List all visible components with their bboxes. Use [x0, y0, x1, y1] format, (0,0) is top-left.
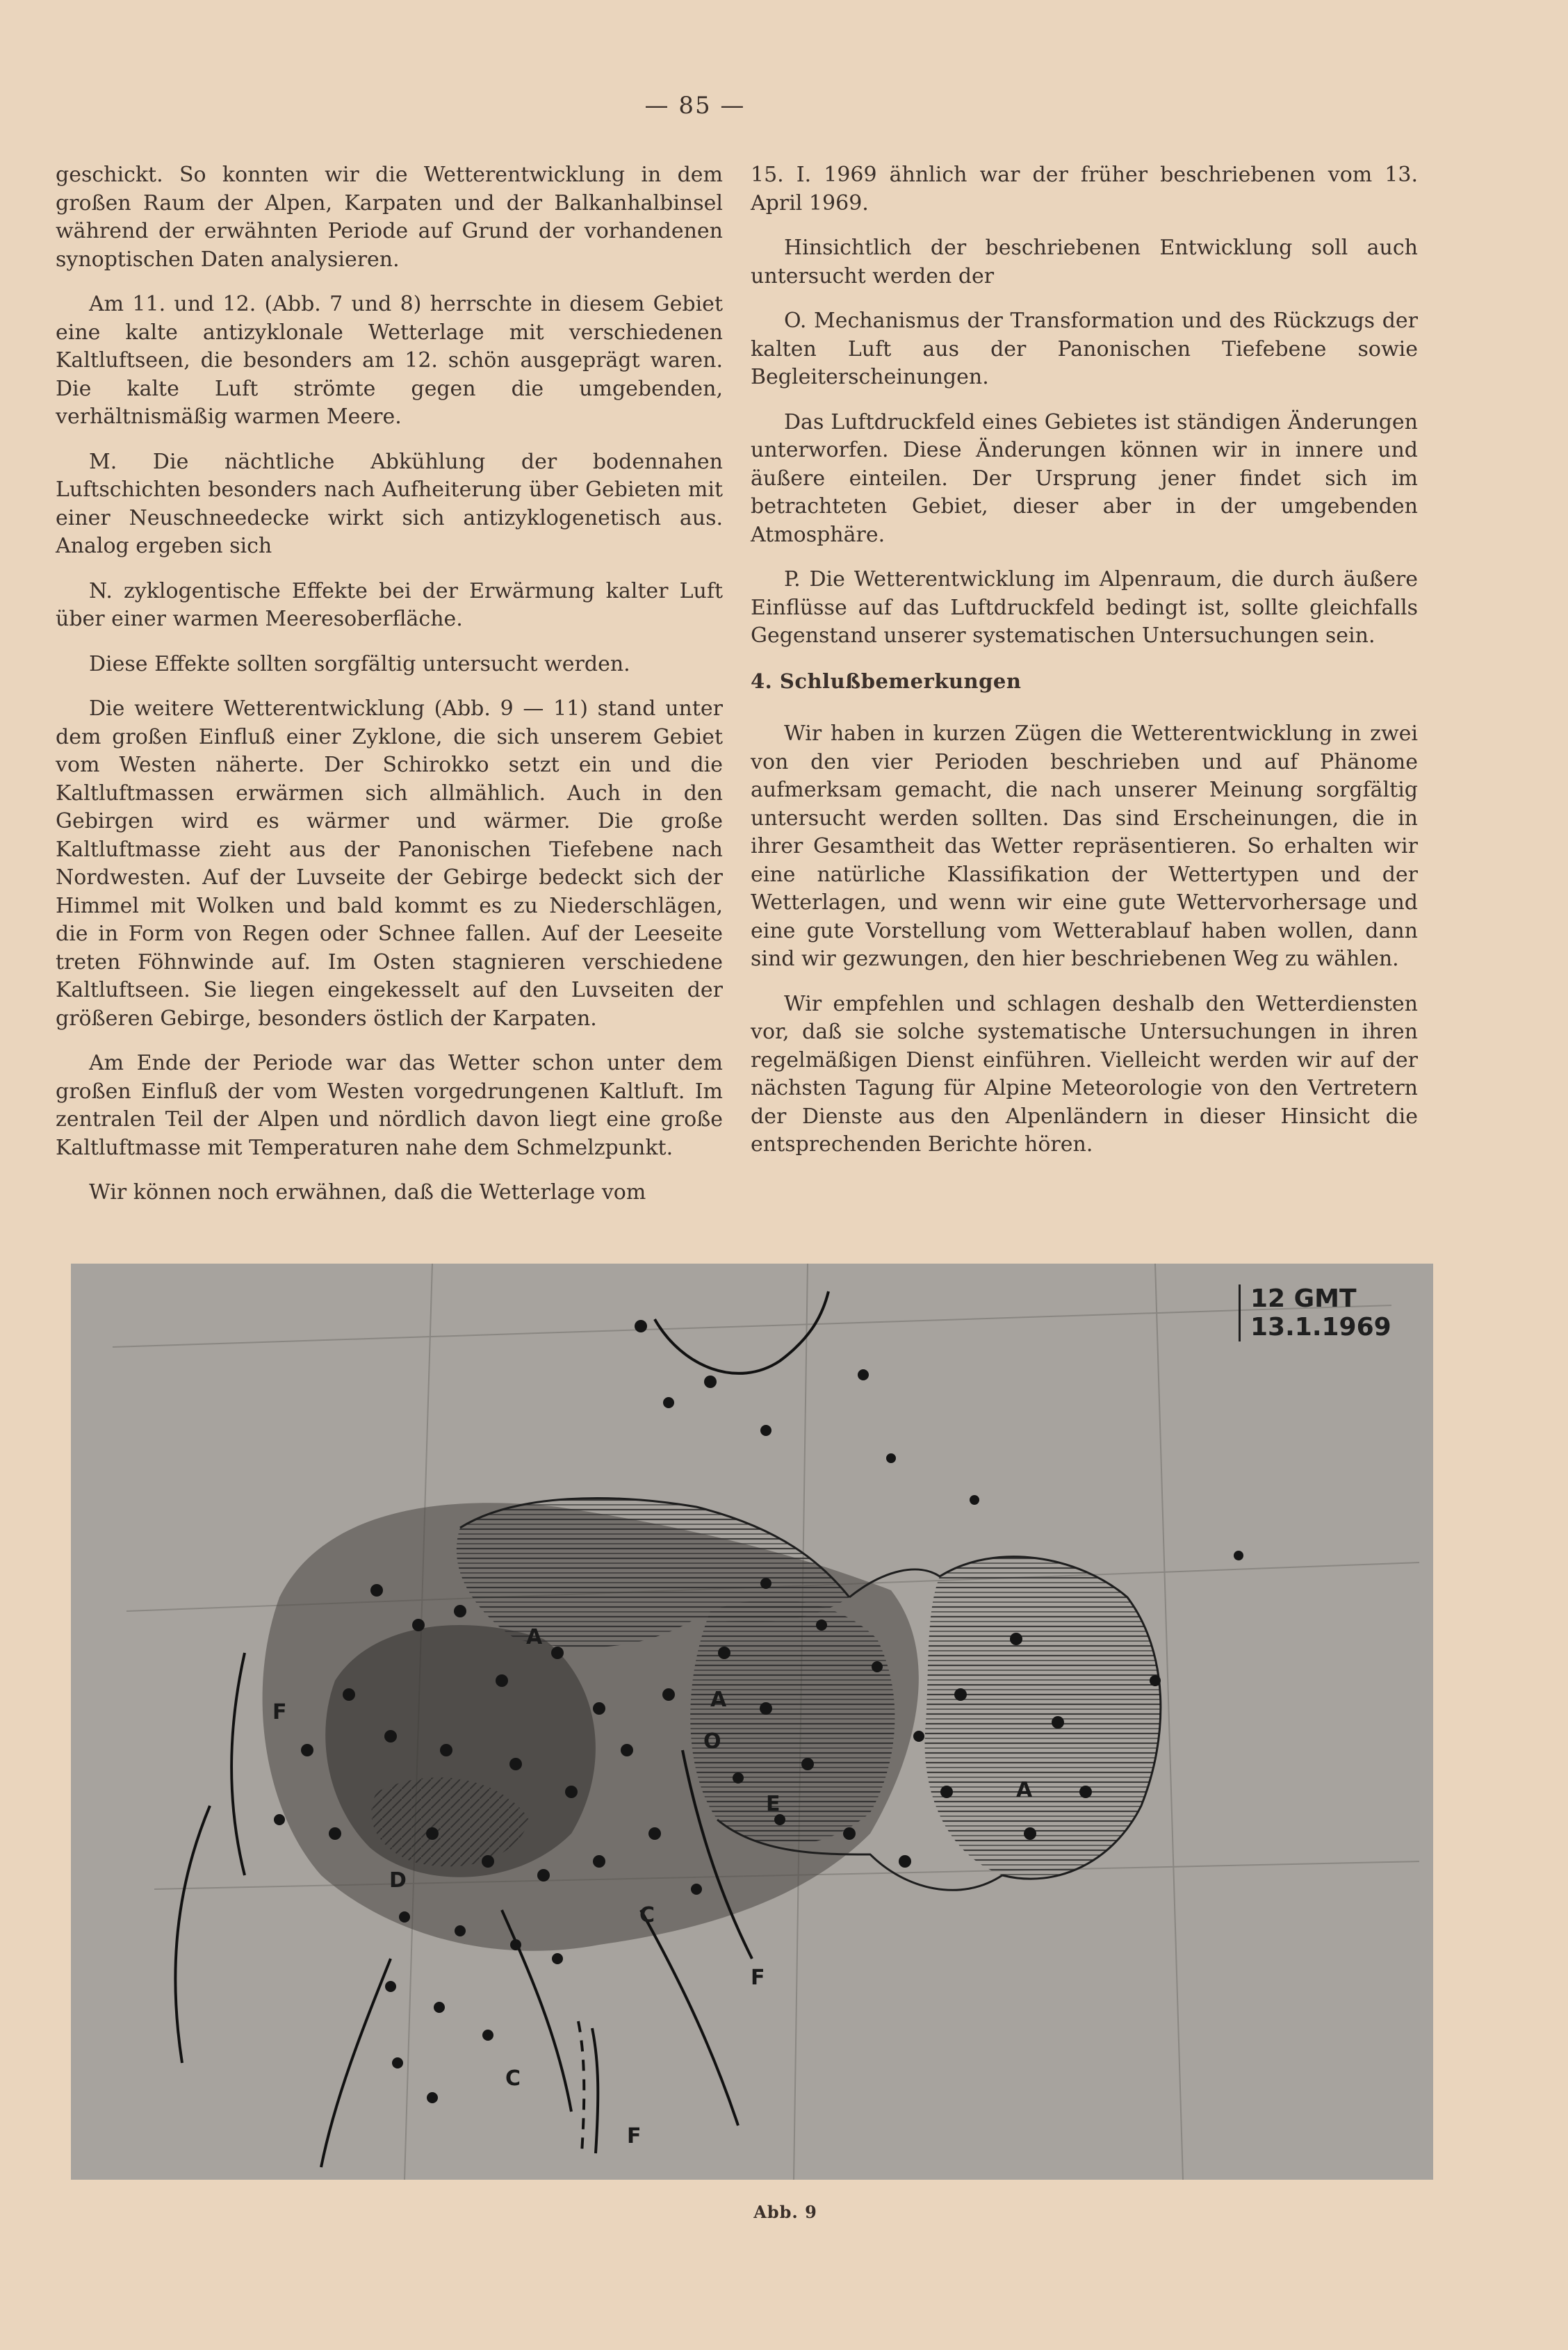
paragraph: 15. I. 1969 ähnlich war der früher beschriebenen vom 13. April 1969. [751, 163, 1418, 215]
paragraph: geschickt. So konnten wir die Wetterentwicklung in dem großen Raum der Alpen, Karpaten und der Balkanhalbinsel während der erwähnten Periode auf Grund der vorhandenen synoptischen Daten analysieren. [56, 163, 723, 272]
map-timestamp: 12 GMT 13.1.1969 [1239, 1284, 1433, 1341]
paragraph: Am Ende der Periode war das Wetter schon unter dem großen Einfluß der vom Westen vorgedrungenen Kaltluft. Im zentralen Teil der Alpen und nördlich davon liegt eine große Kaltluftmasse mit Temperaturen nahe dem Schmelzpunkt. [56, 1051, 723, 1160]
figure-caption: Abb. 9 [753, 2202, 817, 2222]
paragraph: Hinsichtlich der beschriebenen Entwicklung soll auch untersucht werden der [751, 236, 1418, 288]
map-label: F [272, 1700, 287, 1724]
paragraph: Das Luftdruckfeld eines Gebietes ist ständigen Änderungen unterworfen. Diese Änderungen können wir in innere und äußere einteilen. Der Ursprung jener findet sich im betrachteten Gebiet, dieser aber in der umgebenden Atmosphäre. [751, 409, 1418, 547]
map-label: A [710, 1688, 727, 1712]
paragraph: P. Die Wetterentwicklung im Alpenraum, die durch äußere Einflüsse auf das Luftdruckfeld bedingt ist, sollte gleichfalls Gegenstand unserer systematischen Untersuchungen sein. [751, 567, 1418, 648]
map-label: F [627, 2124, 642, 2148]
weather-map-figure [71, 1264, 1433, 2180]
paragraph: Wir haben in kurzen Zügen die Wetterentwicklung in zwei von den vier Perioden beschrieben und auf Phänome aufmerksam gemacht, die nach unserer Meinung sorgfältig untersucht werden sollten. Das sind Erscheinungen, die in ihrer Gesamtheit das Wetter repräsentieren. So erhalten wir eine natürliche Klassifikation der Wettertypen und der Wetterlagen, und wenn wir eine gute Wettervorhersage und eine gute Vorstellung vom Wetterablauf haben wollen, dann sind wir gezwungen, den hier beschriebenen Weg zu wählen. [751, 721, 1418, 971]
map-label: O [703, 1729, 721, 1754]
paragraph: Diese Effekte sollten sorgfältig untersucht werden. [89, 651, 630, 676]
paragraph: N. zyklogentische Effekte bei der Erwärmung kalter Luft über einer warmen Meeresoberfläche. [56, 578, 723, 631]
paragraph: Am 11. und 12. (Abb. 7 und 8) herrschte in diesem Gebiet eine kalte antizyklonale Wetterlage mit verschiedenen Kaltluftseen, die besonders am 12. schön ausgeprägt waren. Die kalte Luft strömte gegen die umgebenden, verhältnismäßig warmen Meere. [56, 292, 723, 429]
map-label: C [639, 1903, 655, 1927]
page-number: — 85 — [644, 92, 746, 120]
paragraph: Die weitere Wetterentwicklung (Abb. 9 — 11) stand unter dem großen Einfluß einer Zyklone, die sich unserem Gebiet vom Westen näherte. Der Schirokko setzt ein und die Kaltluftmassen erwärmen sich allmählich. Auch in den Gebirgen wird es wärmer und wärmer. Die große Kaltluftmasse zieht aus der Panonischen Tiefebene nach Nordwesten. Auf der Luvseite der Gebirge bedeckt sich der Himmel mit Wolken und bald kommt es zu Niederschlägen, die in Form von Regen oder Schnee fallen. Auf der Leeseite treten Föhnwinde auf. Im Osten stagnieren verschiedene Kaltluftseen. Sie liegen eingekesselt auf den Luvseiten der größeren Gebirge, besonders östlich der Karpaten. [56, 696, 723, 1031]
map-label: A [526, 1625, 543, 1649]
paragraph: M. Die nächtliche Abkühlung der bodennahen Luftschichten besonders nach Aufheiterung über Gebieten mit einer Neuschneedecke wirkt sich antizyklogenetisch aus. Analog ergeben sich [56, 449, 723, 558]
map-label: F [751, 1966, 765, 1990]
section-heading: 4. Schlußbemerkungen [751, 669, 1022, 693]
paragraph: Wir empfehlen und schlagen deshalb den Wetterdiensten vor, daß sie solche systematische Untersuchungen in ihren regelmäßigen Dienst einführen. Vielleicht werden wir auf der nächsten Tagung für Alpine Meteorologie von den Vertretern der Dienste aus den Alpenländern in dieser Hinsicht die entsprechenden Berichte hören. [751, 991, 1418, 1157]
paragraph: Wir können noch erwähnen, daß die Wetterlage vom [89, 1180, 646, 1205]
map-label: E [766, 1792, 781, 1816]
map-label: A [1016, 1778, 1033, 1802]
paragraph: O. Mechanismus der Transformation und des Rückzugs der kalten Luft aus der Panonischen Tiefebene sowie Begleiterscheinungen. [751, 309, 1418, 389]
left-text-column [56, 161, 723, 1224]
map-label: D [389, 1868, 407, 1893]
map-label: C [505, 2066, 521, 2091]
right-text-column [751, 161, 1418, 1176]
